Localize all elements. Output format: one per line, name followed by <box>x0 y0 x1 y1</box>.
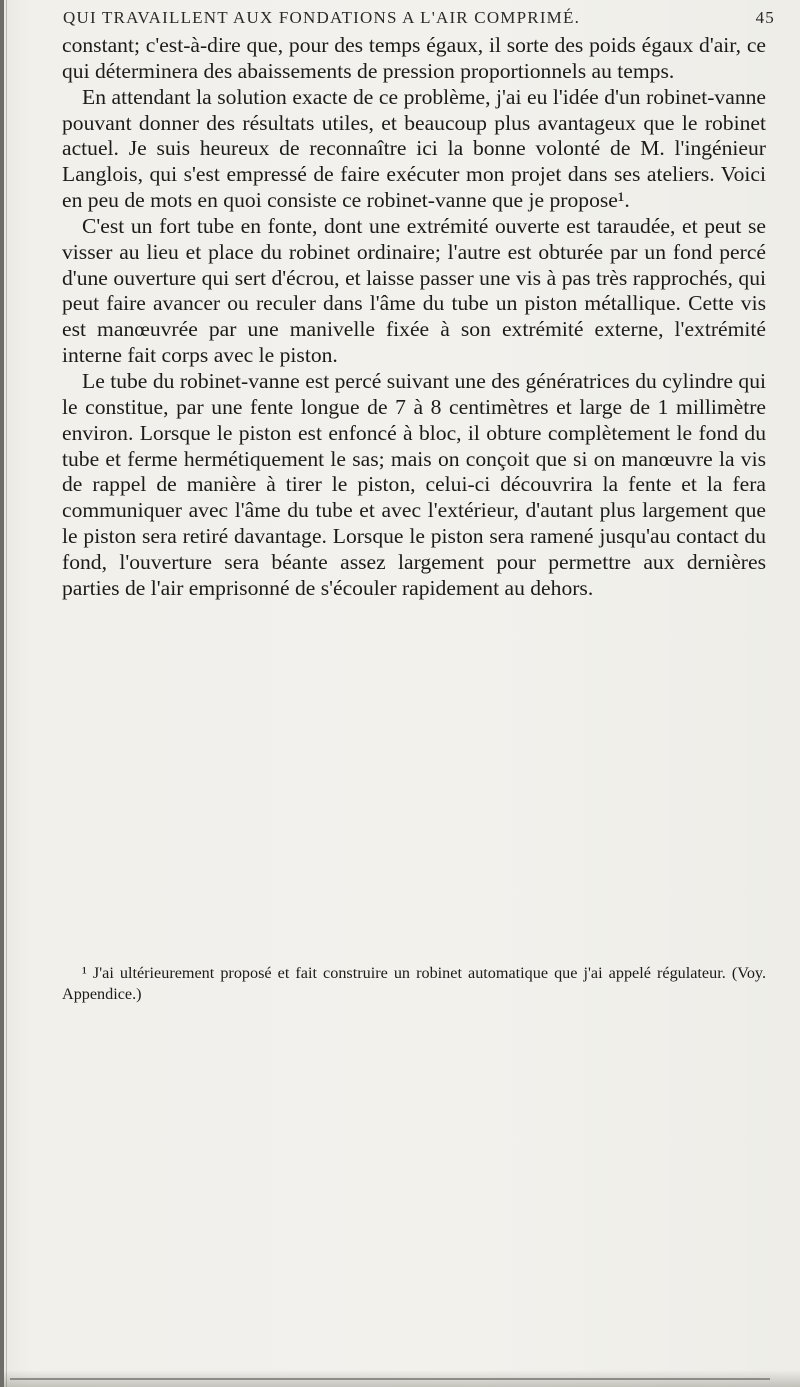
footnote-text: ¹ J'ai ultérieurement proposé et fait construire un robinet automatique que j'ai appelé régulateur. (Voy. Appendice.) <box>62 964 766 1003</box>
footnote <box>62 963 766 1005</box>
paragraph-3: C'est un fort tube en fonte, dont une extrémité ouverte est taraudée, et peut se visser au lieu et place du robinet ordinaire; l'autre est obturée par un fond percé d'une ouverture qui sert d'écrou, et laisse passer une vis à pas très rapprochés, qui peut faire avancer ou reculer dans l'âme du tube un piston métallique. Cette vis est manœuvrée par une manivelle fixée à son extrémité externe, l'extrémité interne fait corps avec le piston. <box>62 213 766 368</box>
paragraph-4: Le tube du robinet-vanne est percé suivant une des génératrices du cylindre qui le constitue, par une fente longue de 7 à 8 centimètres et large de 1 millimètre environ. Lorsque le piston est enfoncé à bloc, il obture complètement le fond du tube et ferme hermétiquement le sas; mais on conçoit que si on manœuvre la vis de rappel de manière à tirer le piston, celui-ci découvrira la fente et la fera communiquer avec l'âme du tube et avec l'extérieur, d'autant plus largement que le piston sera retiré davantage. Lorsque le piston sera ramené jusqu'au contact du fond, l'ouverture sera béante assez largement pour permettre aux dernières parties de l'air emprisonné de s'écouler rapidement au dehors. <box>62 368 766 600</box>
page-binding-edge <box>0 0 4 1387</box>
page-binding-line <box>6 0 7 1387</box>
running-title: QUI TRAVAILLENT AUX FONDATIONS A L'AIR COMPRIMÉ. <box>63 8 581 27</box>
paragraph-1: constant; c'est-à-dire que, pour des temps égaux, il sorte des poids égaux d'air, ce qui déterminera des abaissements de pression proportionnels au temps. <box>62 33 766 83</box>
page-number: 45 <box>755 8 775 27</box>
paragraph-2: En attendant la solution exacte de ce problème, j'ai eu l'idée d'un robinet-vanne pouvant donner des résultats utiles, et beaucoup plus avantageux que le robinet actuel. Je suis heureux de reconnaître ici la bonne volonté de M. l'ingénieur Langlois, qui s'est empressé de faire exécuter mon projet dans ses ateliers. Voici en peu de mots en quoi consiste ce robinet-vanne que je propose¹. <box>62 84 766 213</box>
page-bottom-edge <box>10 1378 770 1380</box>
body-text <box>62 33 766 602</box>
running-head <box>63 8 775 30</box>
